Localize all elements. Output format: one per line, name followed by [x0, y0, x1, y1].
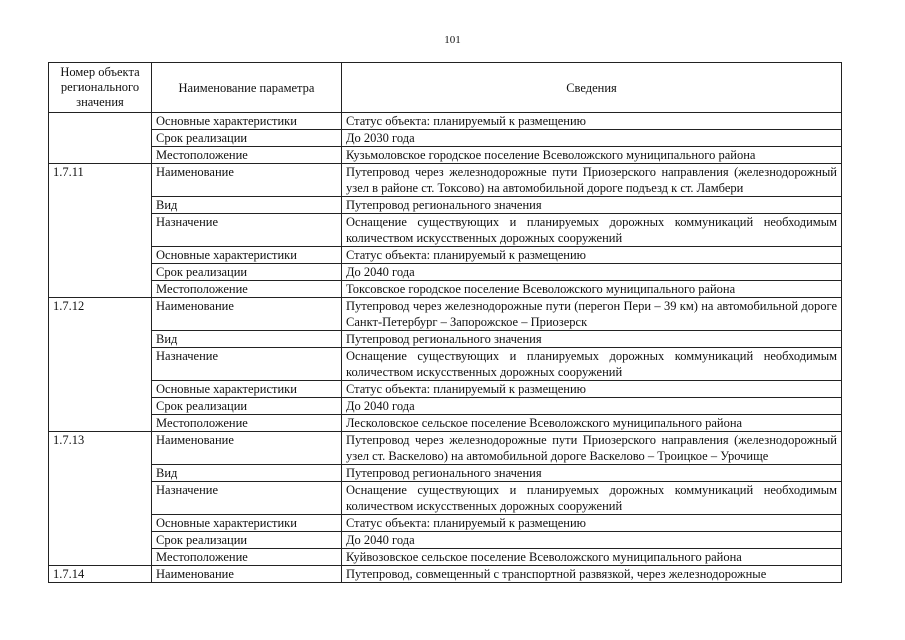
table-row	[49, 432, 842, 465]
value-cell: До 2040 года	[342, 532, 842, 549]
table-row	[49, 415, 842, 432]
parameter-cell: Срок реализации	[152, 130, 342, 147]
value-cell: Статус объекта: планируемый к размещению	[342, 247, 842, 264]
header-object-number: Номер объекта регионального значения	[49, 63, 152, 113]
parameter-cell: Наименование	[152, 164, 342, 197]
parameter-cell: Основные характеристики	[152, 247, 342, 264]
value-cell: Путепровод через железнодорожные пути Приозерского направления (железнодорожный узел ст. Васкелово) на автомобильной дороге Васкелово – Троицкое – Урочище	[342, 432, 842, 465]
parameter-cell: Наименование	[152, 298, 342, 331]
table-row	[49, 549, 842, 566]
table-header-row	[49, 63, 842, 113]
parameter-cell: Местоположение	[152, 147, 342, 164]
table-row	[49, 465, 842, 482]
value-cell: Оснащение существующих и планируемых дорожных коммуникаций необходимым количеством искусственных дорожных сооружений	[342, 482, 842, 515]
parameter-cell: Вид	[152, 197, 342, 214]
table-row	[49, 515, 842, 532]
table-body	[49, 113, 842, 583]
value-cell: Статус объекта: планируемый к размещению	[342, 113, 842, 130]
parameter-cell: Основные характеристики	[152, 113, 342, 130]
value-cell: Куйвозовское сельское поселение Всеволожского муниципального района	[342, 549, 842, 566]
table-row	[49, 566, 842, 583]
parameter-cell: Срок реализации	[152, 532, 342, 549]
table-row	[49, 264, 842, 281]
object-number-cell: 1.7.12	[49, 298, 152, 432]
objects-table	[48, 62, 842, 583]
table-row	[49, 281, 842, 298]
value-cell: Статус объекта: планируемый к размещению	[342, 381, 842, 398]
header-details: Сведения	[342, 63, 842, 113]
value-cell: До 2030 года	[342, 130, 842, 147]
value-cell: Оснащение существующих и планируемых дорожных коммуникаций необходимым количеством искусственных дорожных сооружений	[342, 348, 842, 381]
parameter-cell: Назначение	[152, 482, 342, 515]
table-row	[49, 482, 842, 515]
parameter-cell: Местоположение	[152, 281, 342, 298]
table-row	[49, 164, 842, 197]
value-cell: Путепровод регионального значения	[342, 197, 842, 214]
value-cell: Статус объекта: планируемый к размещению	[342, 515, 842, 532]
value-cell: Путепровод, совмещенный с транспортной развязкой, через железнодорожные	[342, 566, 842, 583]
value-cell: До 2040 года	[342, 264, 842, 281]
parameter-cell: Срок реализации	[152, 264, 342, 281]
value-cell: Лесколовское сельское поселение Всеволожского муниципального района	[342, 415, 842, 432]
table-row	[49, 247, 842, 264]
table-row	[49, 381, 842, 398]
value-cell: Путепровод через железнодорожные пути (перегон Пери – 39 км) на автомобильной дороге Санкт-Петербург – Запорожское – Приозерск	[342, 298, 842, 331]
header-parameter-name: Наименование параметра	[152, 63, 342, 113]
value-cell: Оснащение существующих и планируемых дорожных коммуникаций необходимым количеством искусственных дорожных сооружений	[342, 214, 842, 247]
table-row	[49, 113, 842, 130]
table-row	[49, 298, 842, 331]
table-row	[49, 214, 842, 247]
parameter-cell: Наименование	[152, 432, 342, 465]
value-cell: Токсовское городское поселение Всеволожского муниципального района	[342, 281, 842, 298]
parameter-cell: Местоположение	[152, 549, 342, 566]
table-row	[49, 532, 842, 549]
table-row	[49, 197, 842, 214]
table-row	[49, 331, 842, 348]
parameter-cell: Вид	[152, 331, 342, 348]
table-row	[49, 130, 842, 147]
table-row	[49, 398, 842, 415]
parameter-cell: Вид	[152, 465, 342, 482]
object-number-cell: 1.7.14	[49, 566, 152, 583]
parameter-cell: Назначение	[152, 214, 342, 247]
object-number-cell	[49, 113, 152, 164]
parameter-cell: Наименование	[152, 566, 342, 583]
value-cell: Путепровод регионального значения	[342, 331, 842, 348]
object-number-cell: 1.7.11	[49, 164, 152, 298]
parameter-cell: Срок реализации	[152, 398, 342, 415]
value-cell: До 2040 года	[342, 398, 842, 415]
parameter-cell: Основные характеристики	[152, 515, 342, 532]
object-number-cell: 1.7.13	[49, 432, 152, 566]
parameter-cell: Назначение	[152, 348, 342, 381]
value-cell: Кузьмоловское городское поселение Всеволожского муниципального района	[342, 147, 842, 164]
value-cell: Путепровод через железнодорожные пути Приозерского направления (железнодорожный узел в районе ст. Токсово) на автомобильной дороге подъезд к ст. Ламбери	[342, 164, 842, 197]
page-number: 101	[444, 34, 461, 46]
parameter-cell: Местоположение	[152, 415, 342, 432]
table-row	[49, 147, 842, 164]
value-cell: Путепровод регионального значения	[342, 465, 842, 482]
parameter-cell: Основные характеристики	[152, 381, 342, 398]
table-row	[49, 348, 842, 381]
